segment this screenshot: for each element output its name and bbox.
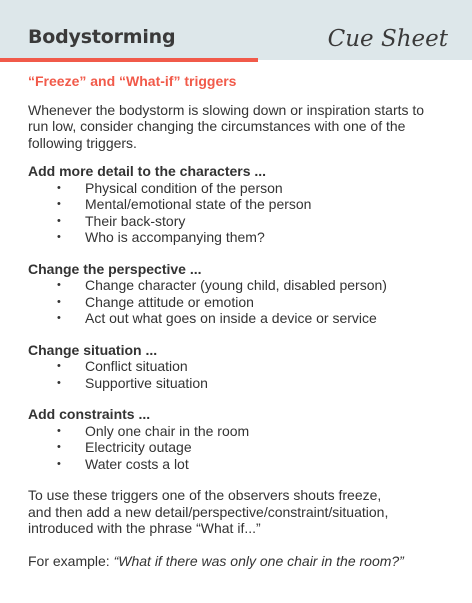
- list-item: [28, 180, 448, 197]
- example-quote: “What if there was only one chair in the room?”: [113, 552, 404, 569]
- list-item: [28, 229, 448, 246]
- header-bar: [0, 0, 472, 60]
- list-item: [28, 456, 448, 473]
- list-item: [28, 294, 448, 311]
- list-item: [28, 310, 448, 327]
- list-item: [28, 439, 448, 456]
- list-item: [28, 213, 448, 230]
- bullet-icon: •: [57, 198, 61, 210]
- bullet-list: [28, 277, 448, 327]
- subtitle: “Freeze” and “What-if” triggers: [28, 73, 237, 89]
- closing-line: and then add a new detail/perspective/constraint/situation,: [28, 503, 389, 520]
- section-heading: Change the perspective ...: [28, 260, 202, 277]
- bullet-icon: •: [57, 214, 61, 227]
- closing-line: introduced with the phrase “What if...”: [28, 520, 261, 536]
- page-title: Bodystorming: [28, 26, 176, 48]
- bullet-icon: •: [57, 457, 61, 470]
- list-item-text: Who is accompanying them?: [85, 229, 265, 245]
- section-heading: Change situation ...: [28, 341, 158, 358]
- list-item: [28, 375, 448, 392]
- section-heading: Add more detail to the characters ...: [28, 163, 267, 179]
- bullet-list: [28, 358, 448, 391]
- section-perspective: [28, 261, 448, 327]
- list-item: [28, 277, 448, 294]
- bullet-list: [28, 423, 448, 473]
- list-item-text: Their back-story: [85, 212, 186, 229]
- bullet-icon: •: [57, 231, 61, 243]
- list-item: [28, 358, 448, 375]
- example-prefix: For example:: [28, 552, 114, 569]
- closing-line: To use these triggers one of the observers shouts freeze,: [28, 487, 382, 503]
- list-item-text: Change attitude or emotion: [85, 293, 254, 310]
- bullet-icon: •: [57, 376, 61, 389]
- bullet-icon: •: [57, 279, 61, 291]
- intro-paragraph: Whenever the bodystorm is slowing down or inspiration starts to run low, consider changing the circumstances with one of the following triggers.: [28, 101, 425, 151]
- list-item-text: Electricity outage: [85, 439, 192, 455]
- list-item-text: Physical condition of the person: [85, 179, 283, 196]
- bullet-icon: •: [57, 424, 61, 437]
- list-item-text: Change character (young child, disabled person): [85, 277, 387, 293]
- section-situation: [28, 342, 448, 392]
- bullet-icon: •: [57, 360, 61, 372]
- list-item-text: Water costs a lot: [85, 455, 189, 472]
- section-characters: [28, 163, 448, 246]
- document-body: [28, 73, 448, 583]
- list-item: [28, 423, 448, 440]
- section-constraints: [28, 406, 448, 472]
- example-paragraph: [28, 553, 448, 570]
- bullet-icon: •: [57, 312, 61, 324]
- list-item-text: Mental/emotional state of the person: [85, 196, 312, 212]
- bullet-list: [28, 180, 448, 246]
- cue-sheet-label: Cue Sheet: [327, 26, 448, 52]
- section-heading: Add constraints ...: [28, 406, 151, 422]
- list-item-text: Conflict situation: [85, 358, 188, 374]
- bullet-icon: •: [57, 295, 61, 308]
- closing-paragraph: [28, 487, 448, 537]
- bullet-icon: •: [57, 441, 61, 453]
- list-item-text: Supportive situation: [85, 374, 208, 391]
- list-item-text: Only one chair in the room: [85, 422, 250, 439]
- bullet-icon: •: [57, 181, 61, 194]
- list-item: [28, 196, 448, 213]
- list-item-text: Act out what goes on inside a device or service: [85, 310, 377, 326]
- accent-rule: [0, 58, 258, 62]
